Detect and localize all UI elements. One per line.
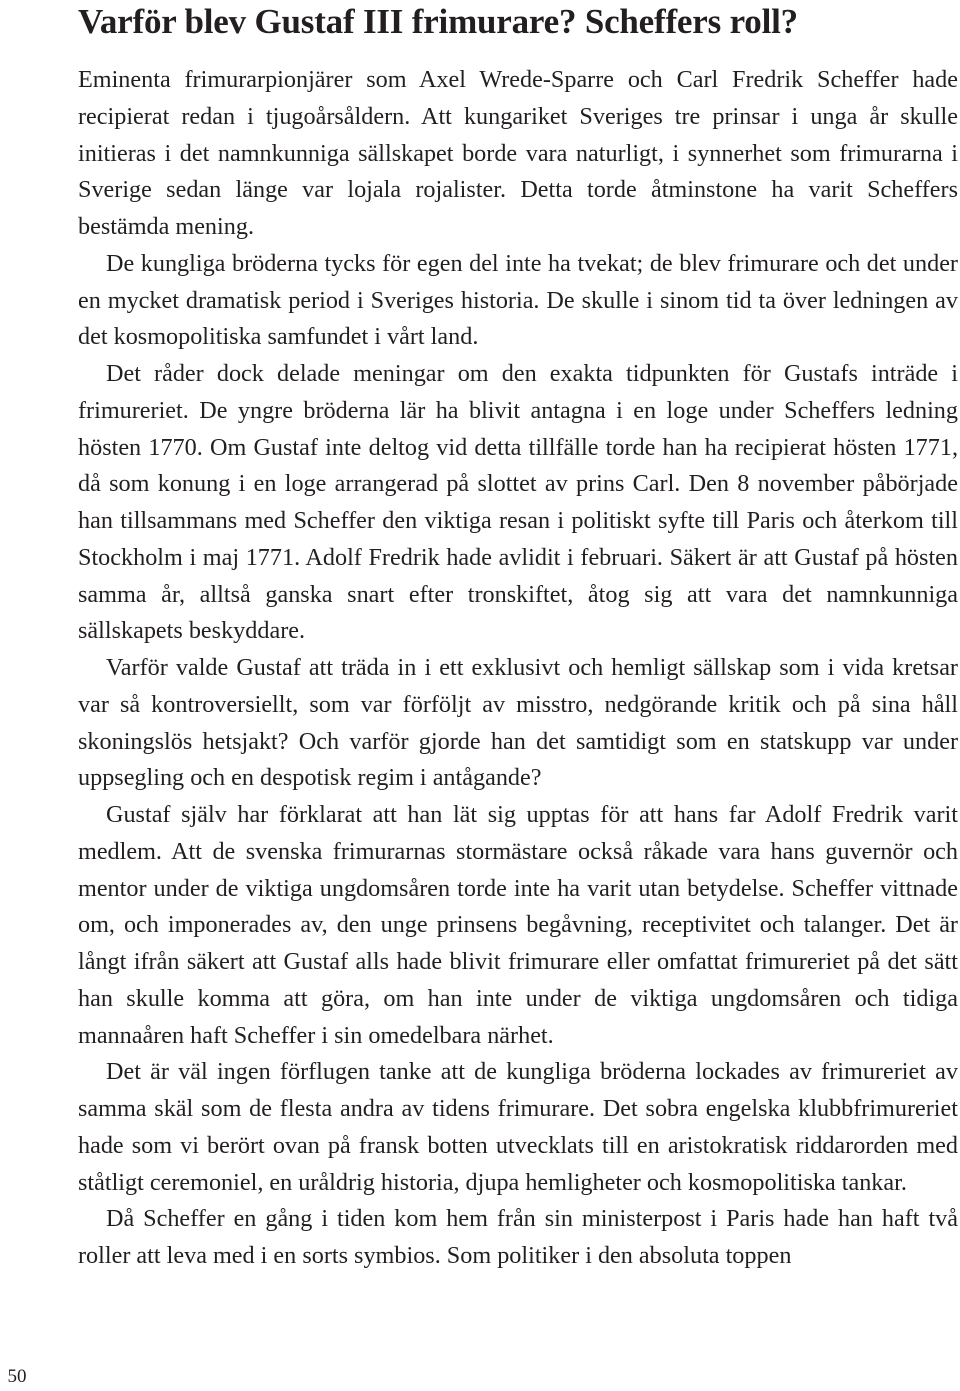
paragraph: Då Scheffer en gång i tiden kom hem från sin ministerpost i Paris hade han haft två roller att leva med i en sorts symbios. Som politiker i den absoluta toppen — [78, 1205, 958, 1269]
paragraph: Varför valde Gustaf att träda in i ett exklusivt och hemligt sällskap som i vida kretsar var så kontroversiellt, som var förföljt av misstro, nedgörande kritik och på sina håll skoningslös hetsjakt? Och varför gjorde han det samtidigt som en statskupp var under uppsegling och en despotisk regim i antågande? — [78, 654, 958, 792]
body-text — [78, 62, 958, 1275]
paragraph: Det råder dock delade meningar om den exakta tidpunkten för Gustafs inträde i frimureriet. De yngre bröderna lär ha blivit antagna i en loge under Scheffers ledning hösten 1770. Om Gustaf inte deltog vid detta tillfälle torde han ha recipierat hösten 1771, då som konung i en loge arrangerad på slottet av prins Carl. Den 8 november påbörjade han tillsammans med Scheffer den viktiga resan i politiskt syfte till Paris och återkom till Stockholm i maj 1771. Adolf Fredrik hade avlidit i februari. Säkert är att Gustaf på hösten samma år, alltså ganska snart efter tronskiftet, åtog sig att vara det namnkunniga sällskapets beskyddare. — [78, 360, 958, 645]
paragraph: Gustaf själv har förklarat att han lät sig upptas för att hans far Adolf Fredrik varit medlem. Att de svenska frimurarnas stormästare också råkade vara hans guvernör och mentor under de viktiga ungdomsåren torde inte ha varit utan betydelse. Scheffer vittnade om, och imponerades av, den unge prinsens begåvning, receptivitet och talanger. Det är långt ifrån säkert att Gustaf alls hade blivit frimurare eller omfattat frimureriet på det sätt han skulle komma att göra, om han inte under de viktiga ungdomsåren och tidiga mannaåren haft Scheffer i sin omedelbara närhet. — [78, 801, 958, 1049]
page-title: Varför blev Gustaf III frimurare? Scheffers roll? — [78, 2, 798, 41]
paragraph: Eminenta frimurarpionjärer som Axel Wrede-Sparre och Carl Fredrik Scheffer hade recipierat redan i tjugoårsåldern. Att kungariket Sveriges tre prinsar i unga år skulle initieras i det namnkunniga sällskapet borde vara naturligt, i synnerhet som frimurarna i Sverige sedan länge var lojala rojalister. Detta torde åtminstone ha varit Scheffers bestämda mening. — [78, 66, 958, 240]
page-number: 50 — [7, 1366, 27, 1387]
document-page — [78, 0, 958, 1275]
paragraph: De kungliga bröderna tycks för egen del inte ha tvekat; de blev frimurare och det under en mycket dramatisk period i Sveriges historia. De skulle i sinom tid ta över ledningen av det kosmopolitiska samfundet i vårt land. — [78, 249, 958, 351]
paragraph: Det är väl ingen förflugen tanke att de kungliga bröderna lockades av frimureriet av samma skäl som de flesta andra av tidens frimurare. Det sobra engelska klubbfrimureriet hade som vi berört ovan på fransk botten utvecklats till en aristokratisk riddarorden med ståtligt ceremoniel, en uråldrig historia, djupa hemligheter och kosmopolitiska tankar. — [78, 1058, 958, 1196]
